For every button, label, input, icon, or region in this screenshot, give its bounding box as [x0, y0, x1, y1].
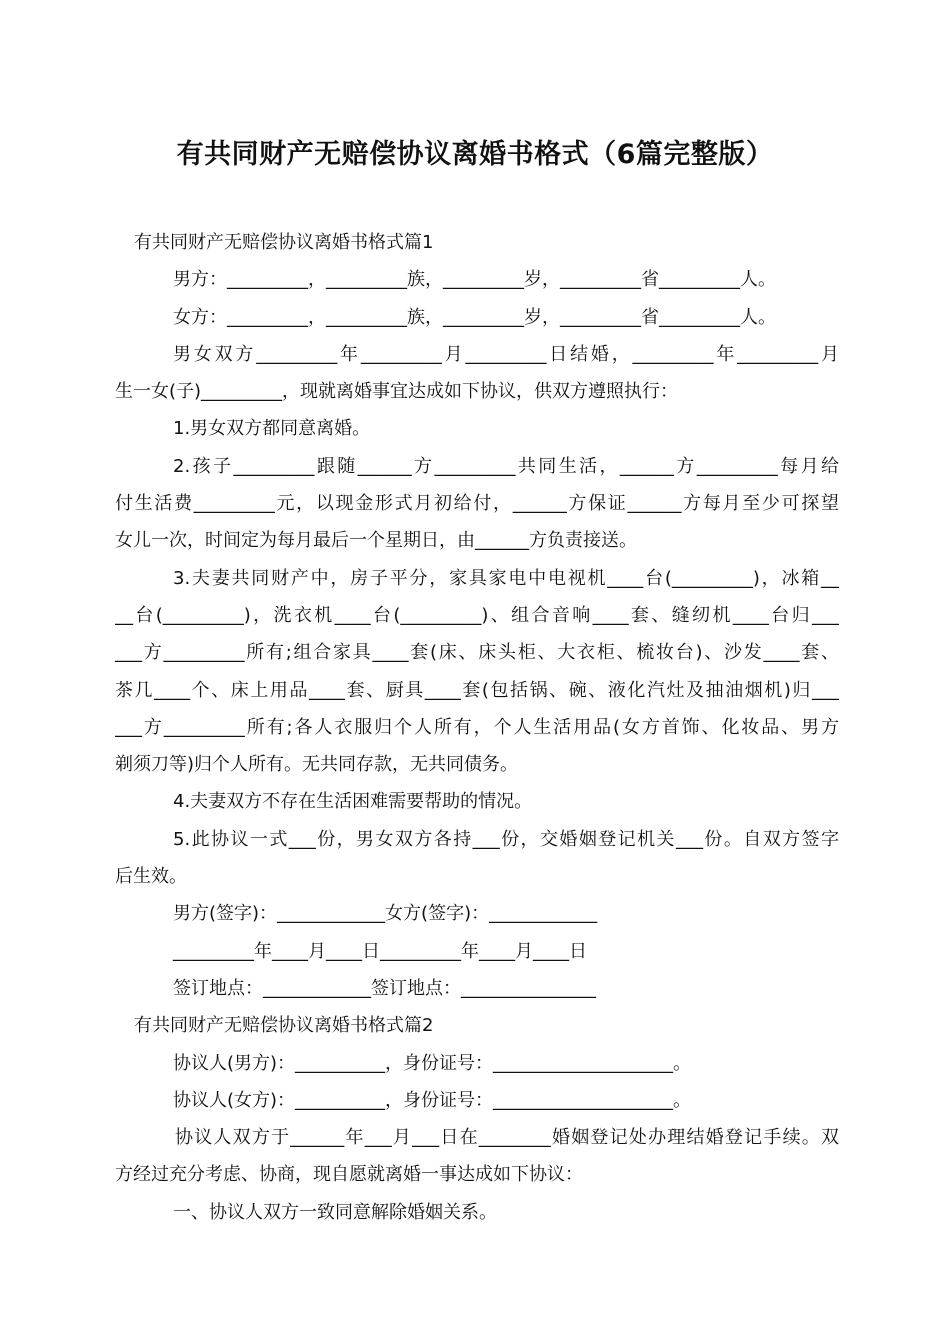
section-heading-2: 有共同财产无赔偿协议离婚书格式篇2	[134, 1015, 434, 1037]
clause-2-line: 女儿一次，时间定为每月最后一个星期日，由______方负责接送。	[115, 530, 637, 552]
clause-4: 4.夫妻双方不存在生活困难需要帮助的情况。	[173, 791, 533, 813]
clause-3-line: 剃须刀等)归个人所有。无共同存款，无共同债务。	[115, 754, 519, 776]
husband-info-line: 男方：_________，_________族，_________岁，_________省_________人。	[173, 269, 776, 291]
clause-5-line: 后生效。	[115, 866, 187, 888]
wife-info-line: 女方：_________，_________族，_________岁，_________省_________人。	[173, 306, 776, 328]
clause-5-line: 5.此协议一式___份，男女双方各持___份，交婚姻登记机关___份。自双方签字	[173, 828, 839, 850]
clause-3-line: __台(_________)，洗衣机____台(_________)、组合音响____套、缝纫机____台归___	[115, 604, 839, 626]
party-wife-line: 协议人(女方)：__________，身份证号：____________________。	[173, 1089, 692, 1111]
section-heading-1: 有共同财产无赔偿协议离婚书格式篇1	[134, 232, 434, 253]
clause-3-line: 茶几____个、床上用品____套、厨具____套(包括锅、碗、液化汽灶及抽油烟机)归___	[115, 679, 839, 701]
date-line: _________年____月____日_________年____月____日	[173, 940, 587, 962]
clause-3-line: 3.夫妻共同财产中，房子平分，家具家电中电视机____台(_________)，冰箱__	[173, 567, 839, 589]
party-husband-line: 协议人(男方)：__________，身份证号：____________________。	[173, 1052, 692, 1074]
paragraph-line: 男女双方_________年_________月_________日结婚，_________年_________月	[173, 343, 839, 365]
clause-3-line: ___方_________所有;各人衣服归个人所有，个人生活用品(女方首饰、化妆品、男方	[115, 716, 839, 738]
clause-one: 一、协议人双方一致同意解除婚姻关系。	[173, 1201, 497, 1223]
clause-2-line: 付生活费_________元，以现金形式月初给付，______方保证______方每月至少可探望	[115, 493, 839, 515]
paragraph-line: 协议人双方于______年___月___日在________婚姻登记处办理结婚登记手续。双	[175, 1127, 839, 1149]
paragraph-line: 方经过充分考虑、协商，现自愿就离婚一事达成如下协议：	[115, 1164, 583, 1186]
clause-3-line: ___方_________所有;组合家具____套(床、床头柜、大衣柜、梳妆台)、沙发____套、	[115, 642, 839, 664]
document-title: 有共同财产无赔偿协议离婚书格式（6篇完整版）	[176, 139, 774, 170]
signature-line: 男方(签字)：____________女方(签字)：____________	[173, 903, 598, 925]
clause-2-line: 2.孩子_________跟随______方_________共同生活，______方_________每月给	[173, 455, 839, 477]
document-body	[115, 224, 839, 1231]
signing-place-line: 签订地点：____________签订地点：_______________	[173, 977, 596, 999]
clause-1: 1.男女双方都同意离婚。	[173, 418, 371, 440]
paragraph-line: 生一女(子)_________，现就离婚事宜达成如下协议，供双方遵照执行：	[115, 381, 679, 403]
